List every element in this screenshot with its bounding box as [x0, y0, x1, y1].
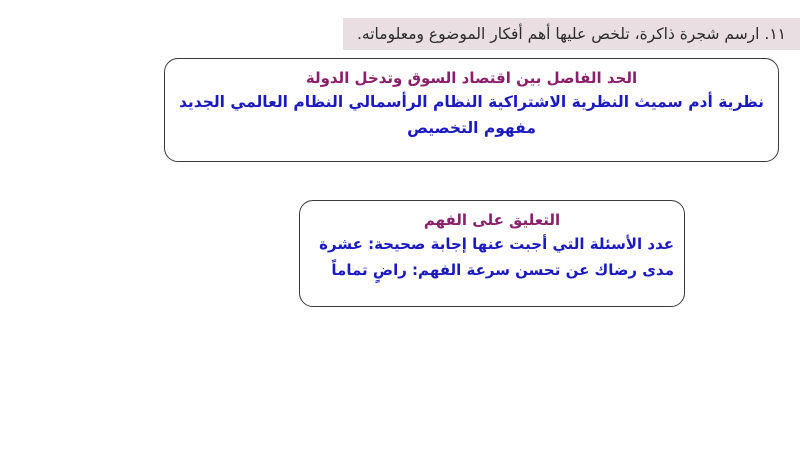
summary-title: الحد الفاصل بين اقتصاد السوق وتدخل الدولة: [305, 69, 638, 87]
summary-body: نظرية أدم سميث النظرية الاشتراكية النظام الرأسمالي النظام العالمي الجديد مفهوم التخصيص: [178, 93, 765, 137]
satisfaction-line: مدى رضاك عن تحسن سرعة الفهم: راضٍ تماماً: [331, 261, 674, 279]
question-prompt: [343, 18, 800, 50]
question-text: ١١. ارسم شجرة ذاكرة، تلخص عليها أهم أفكار الموضوع ومعلوماته.: [357, 25, 786, 43]
summary-box: [164, 58, 779, 162]
correct-answers-line: عدد الأسئلة التي أجبت عنها إجابة صحيحة: عشرة: [319, 235, 674, 253]
feedback-box: [299, 200, 685, 307]
feedback-title: التعليق على الفهم: [423, 211, 561, 229]
